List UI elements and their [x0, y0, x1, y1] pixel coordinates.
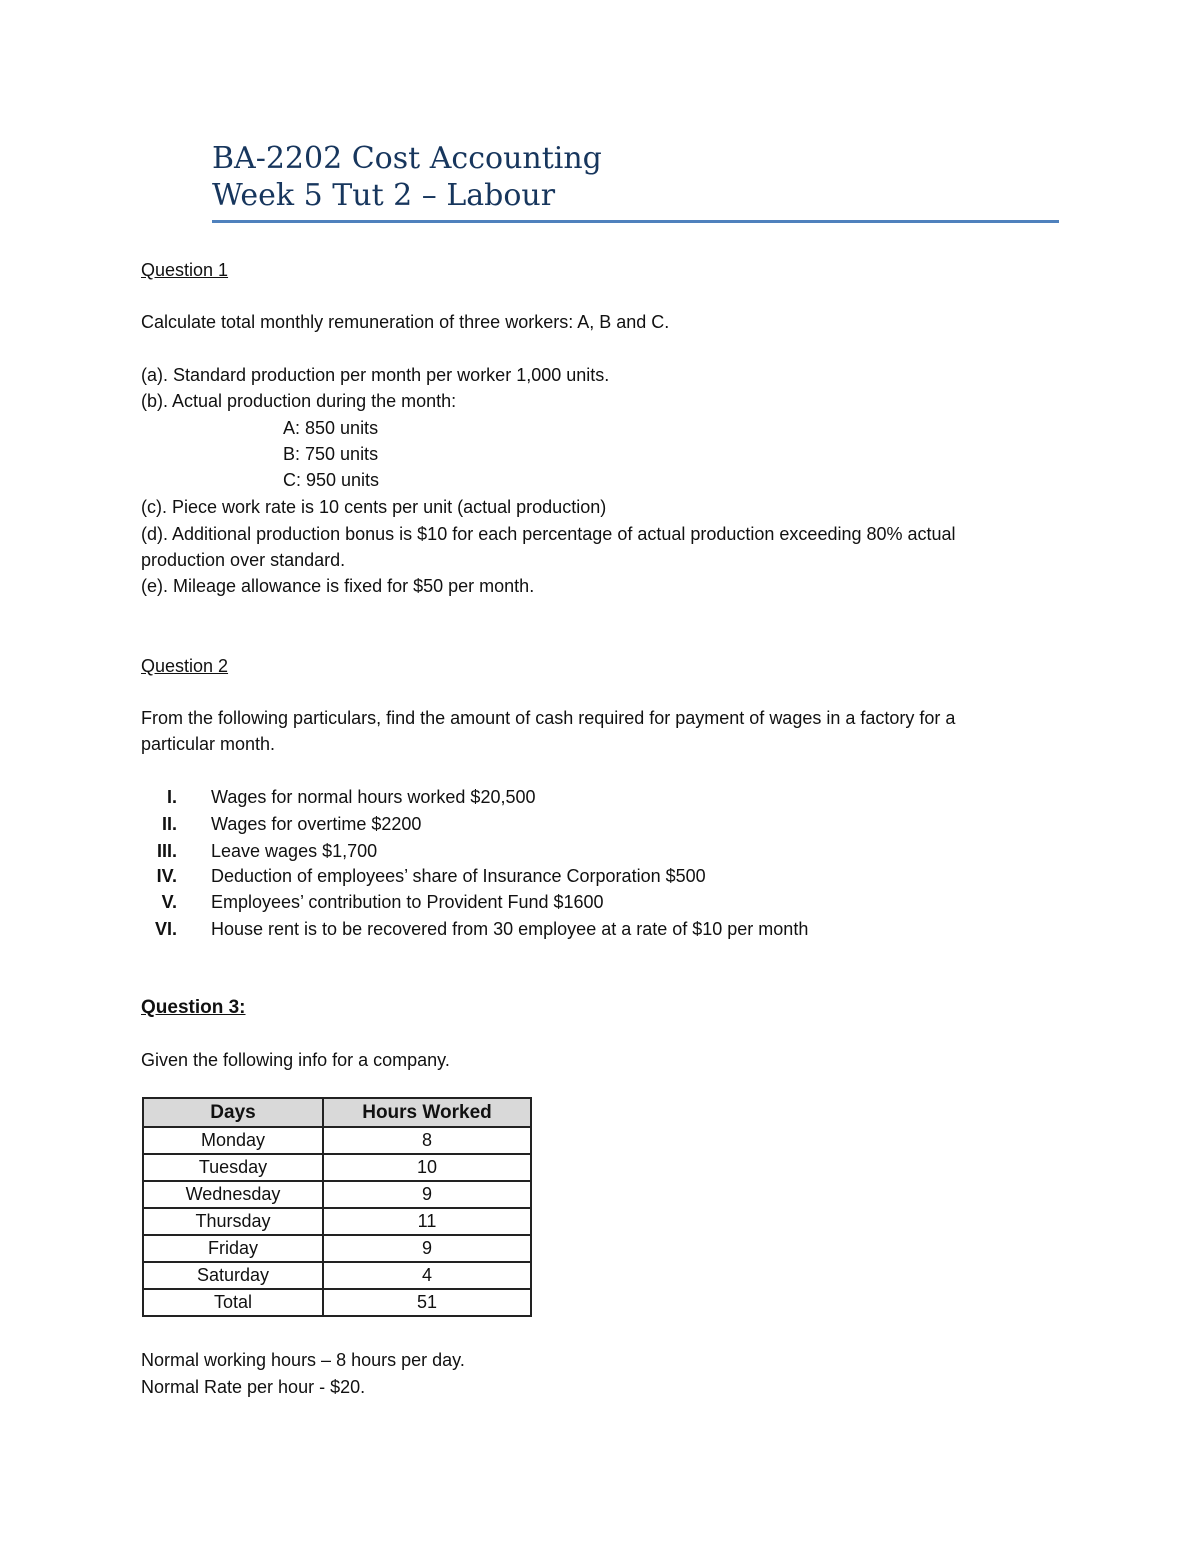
q2-item-text: Wages for overtime $2200	[211, 814, 422, 834]
q2-intro-line1: From the following particulars, find the amount of cash required for payment of wages in a factory for a	[141, 708, 956, 728]
q1-worker-c: C: 950 units	[283, 470, 380, 490]
q1-item-e: (e). Mileage allowance is fixed for $50 per month.	[141, 576, 535, 596]
q3-intro: Given the following info for a company.	[141, 1050, 450, 1070]
total-hours-cell: 51	[323, 1289, 531, 1316]
table-header-row	[143, 1098, 531, 1127]
q2-item-number: VI.	[154, 919, 177, 939]
hours-cell: 9	[323, 1235, 531, 1262]
q2-item-text: Wages for normal hours worked $20,500	[211, 787, 536, 807]
q1-worker-b: B: 750 units	[283, 444, 379, 464]
q1-worker-a: A: 850 units	[283, 418, 379, 438]
q2-item-text: Leave wages $1,700	[211, 841, 378, 861]
q1-item-d-line2: production over standard.	[141, 550, 346, 570]
q2-item-number: II.	[161, 814, 177, 834]
q1-item-b: (b). Actual production during the month:	[141, 391, 457, 411]
day-cell: Thursday	[143, 1208, 323, 1235]
q2-item-text: Employees’ contribution to Provident Fund $1600	[211, 892, 604, 912]
day-cell: Saturday	[143, 1262, 323, 1289]
hours-cell: 4	[323, 1262, 531, 1289]
q3-heading: Question 3:	[141, 997, 246, 1018]
table-row	[143, 1262, 531, 1289]
q2-item-number: IV.	[156, 866, 177, 886]
q2-item-text: Deduction of employees’ share of Insurance Corporation $500	[211, 866, 706, 886]
table-row	[143, 1208, 531, 1235]
q2-heading: Question 2	[141, 656, 229, 676]
table-total-row	[143, 1289, 531, 1316]
q2-item-number: V.	[161, 892, 177, 912]
hours-worked-table	[142, 1097, 532, 1317]
day-cell: Wednesday	[143, 1181, 323, 1208]
day-cell: Monday	[143, 1127, 323, 1154]
q1-intro: Calculate total monthly remuneration of three workers: A, B and C.	[141, 312, 670, 332]
tutorial-title: Week 5 Tut 2 – Labour	[212, 178, 556, 213]
q2-item-number: I.	[166, 787, 177, 807]
table-row	[143, 1235, 531, 1262]
q1-item-d-line1: (d). Additional production bonus is $10 for each percentage of actual production exceeding 80% actual	[141, 524, 956, 544]
column-header-days: Days	[143, 1098, 323, 1127]
course-title: BA-2202 Cost Accounting	[212, 141, 602, 176]
q3-note-rate: Normal Rate per hour - $20.	[141, 1377, 366, 1397]
hours-cell: 11	[323, 1208, 531, 1235]
table-row	[143, 1181, 531, 1208]
hours-cell: 9	[323, 1181, 531, 1208]
table-row	[143, 1154, 531, 1181]
q1-item-a: (a). Standard production per month per worker 1,000 units.	[141, 365, 610, 385]
table-row	[143, 1127, 531, 1154]
title-block	[212, 140, 1059, 223]
q2-item-number: III.	[156, 841, 177, 861]
q1-item-c: (c). Piece work rate is 10 cents per unit (actual production)	[141, 497, 607, 517]
total-label-cell: Total	[143, 1289, 323, 1316]
column-header-hours: Hours Worked	[323, 1098, 531, 1127]
day-cell: Tuesday	[143, 1154, 323, 1181]
q2-intro-line2: particular month.	[141, 734, 276, 754]
q2-item-text: House rent is to be recovered from 30 employee at a rate of $10 per month	[211, 919, 809, 939]
q1-heading: Question 1	[141, 260, 229, 280]
q3-note-working-hours: Normal working hours – 8 hours per day.	[141, 1350, 465, 1370]
day-cell: Friday	[143, 1235, 323, 1262]
hours-cell: 8	[323, 1127, 531, 1154]
hours-cell: 10	[323, 1154, 531, 1181]
